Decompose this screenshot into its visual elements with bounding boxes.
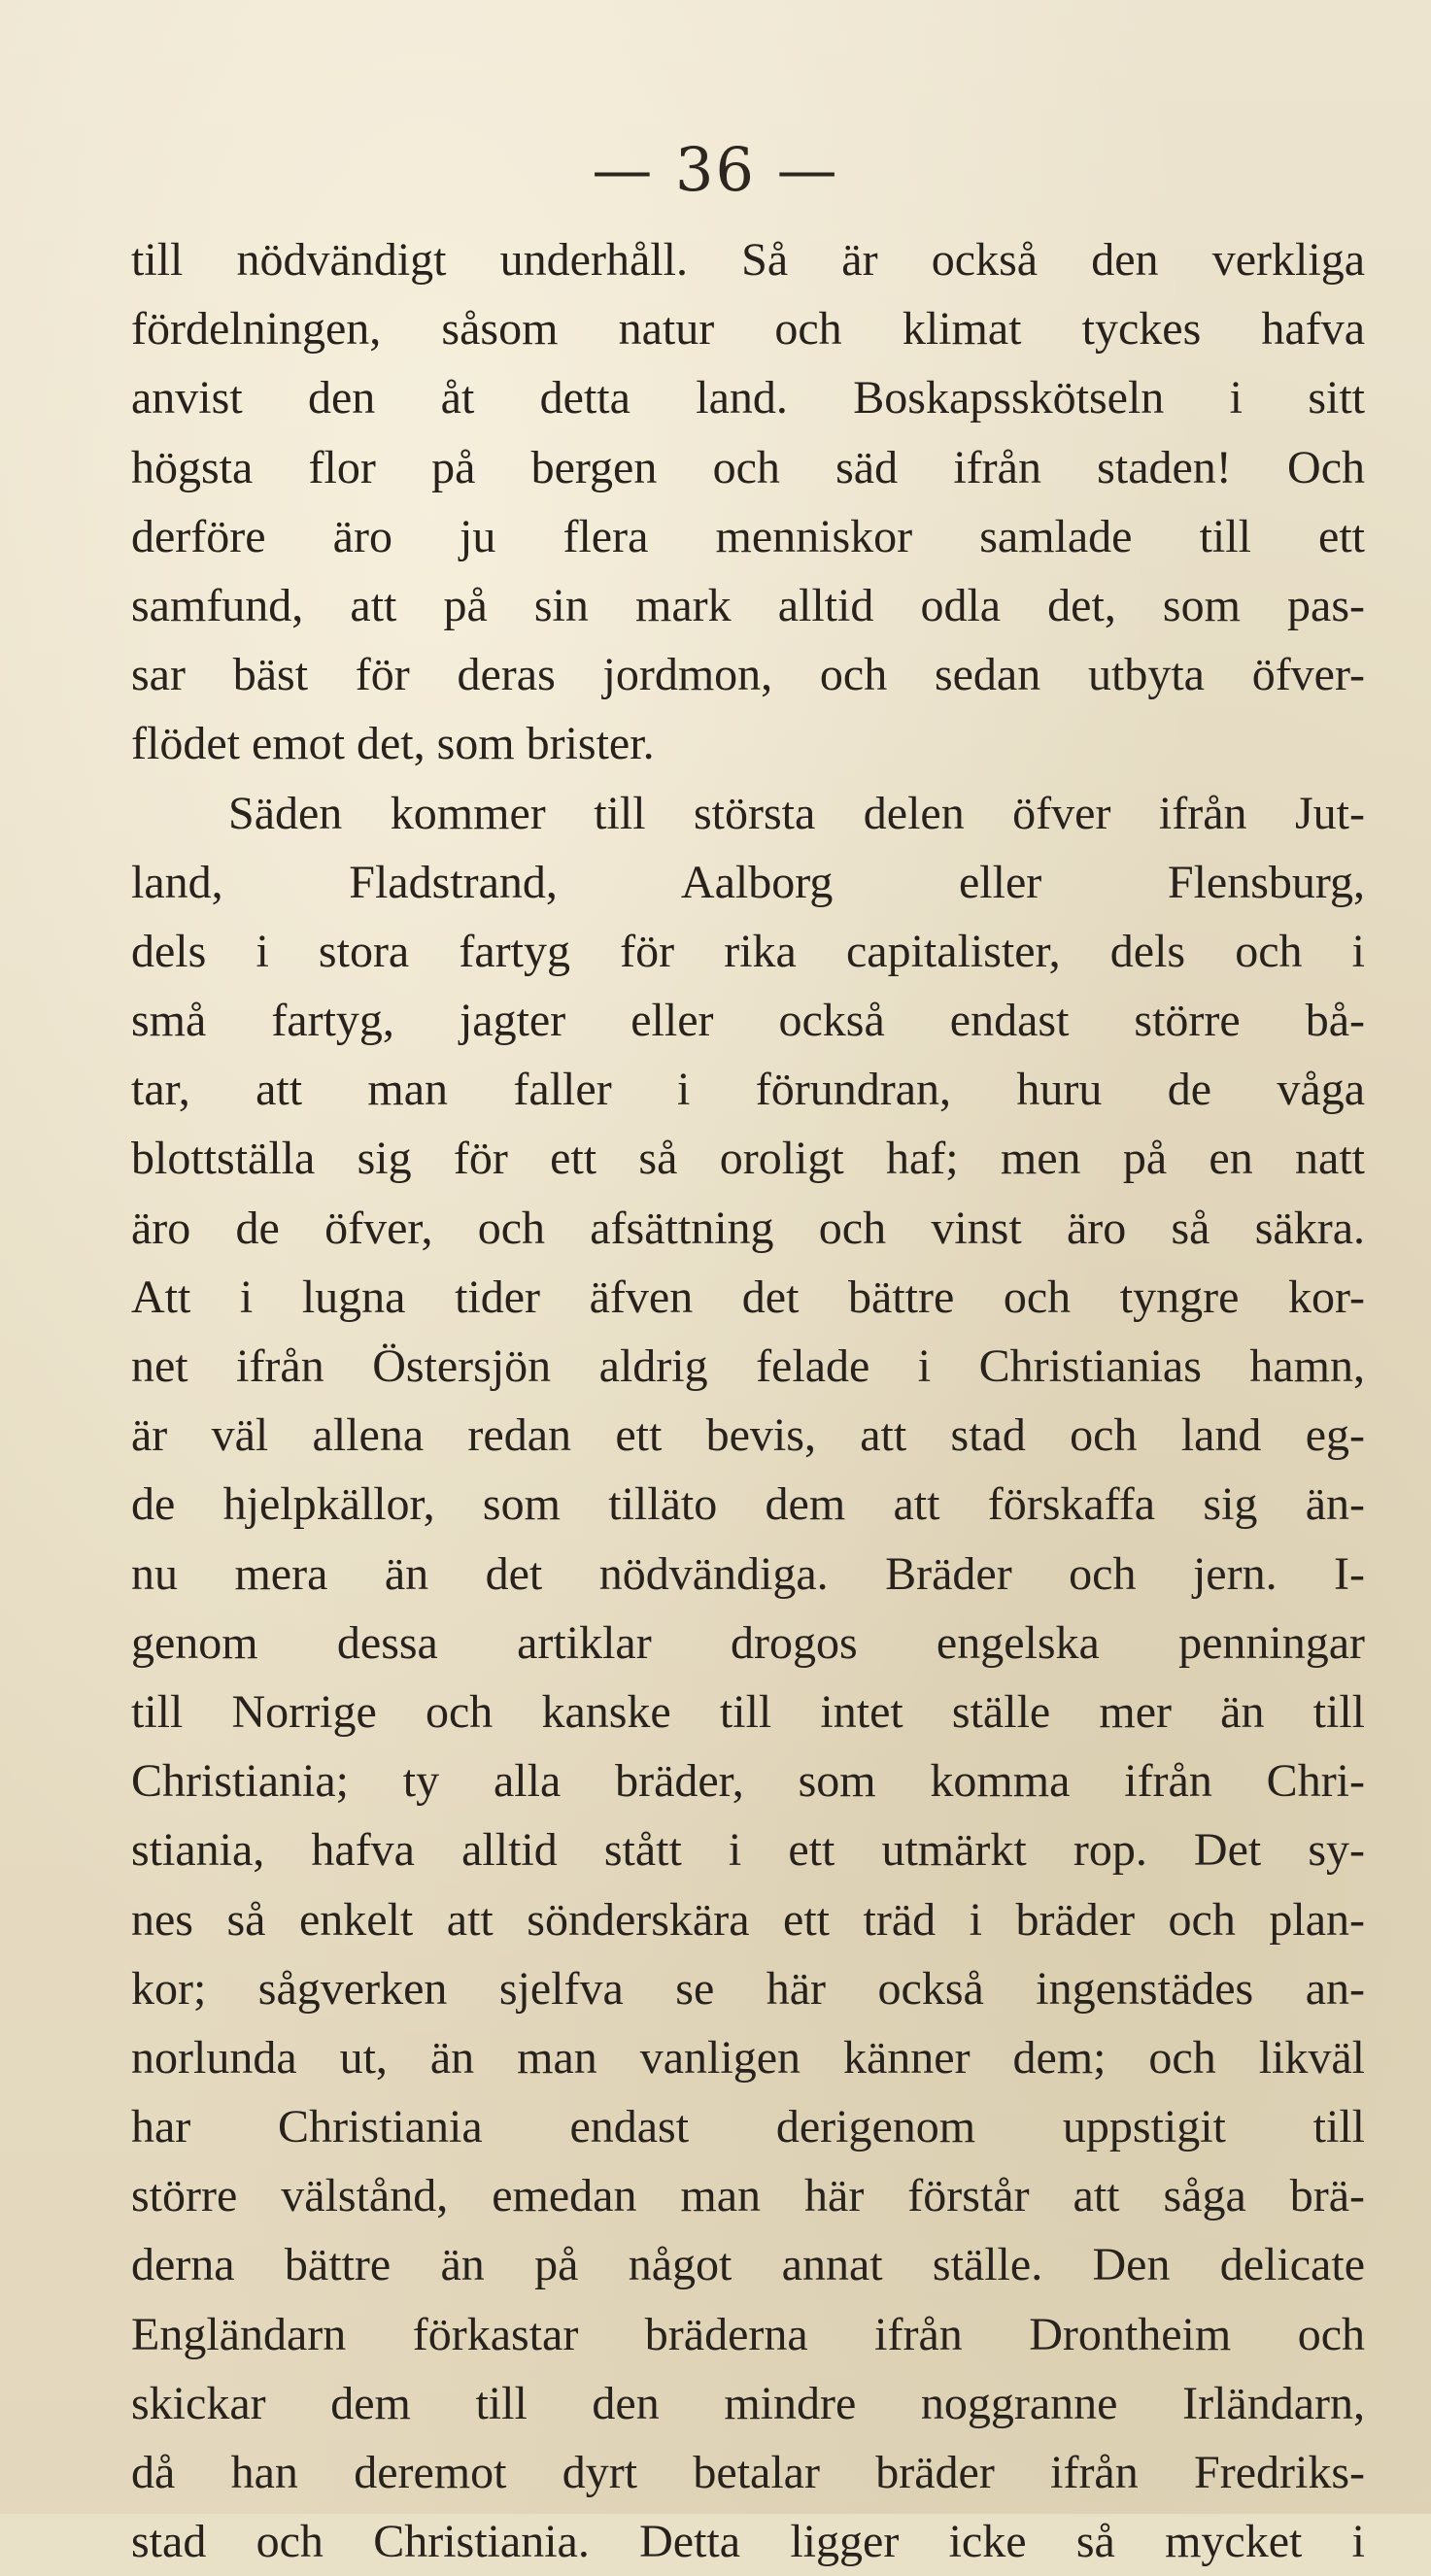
text-line: nu mera än det nödvändiga. Bräder och jern. I- (131, 1547, 1365, 1600)
text-line: dels i stora fartyg för rika capitalister, dels och i (131, 925, 1365, 977)
text-line: Säden kommer till största delen öfver ifrån Jut- (228, 787, 1365, 839)
text-line: derna bättre än på något annat ställe. Den delicate (131, 2239, 1365, 2291)
text-line: Engländarn förkastar bräderna ifrån Drontheim och (131, 2308, 1365, 2360)
text-line: Christiania; ty alla bräder, som komma ifrån Chri- (131, 1755, 1365, 1808)
text-line: har Christiania endast derigenom uppstigit till (131, 2101, 1365, 2153)
text-line: till Norrige och kanske till intet ställe mer än till (131, 1685, 1365, 1738)
text-line: norlunda ut, än man vanligen känner dem; och likväl (131, 2031, 1365, 2084)
text-line: kor; sågverken sjelfva se här också ingenstädes an- (131, 1962, 1365, 2015)
text-line: genom dessa artiklar drogos engelska penningar (131, 1616, 1365, 1669)
text-line: till nödvändigt underhåll. Så är också den verkliga (131, 234, 1365, 286)
text-line: land, Fladstrand, Aalborg eller Flensburg, (131, 856, 1365, 908)
text-line: Att i lugna tider äfven det bättre och tyngre kor- (131, 1271, 1365, 1323)
text-line: blottställa sig för ett så oroligt haf; men på en natt (131, 1133, 1365, 1185)
text-line: samfund, att på sin mark alltid odla det, som pas- (131, 579, 1365, 631)
text-line: tar, att man faller i förundran, huru de våga (131, 1064, 1365, 1116)
text-line: sar bäst för deras jordmon, och sedan utbyta öfver- (131, 649, 1365, 701)
text-line: större välstånd, emedan man här förstår att såga brä- (131, 2170, 1365, 2222)
text-line: då han deremot dyrt betalar bräder ifrån Fredriks- (131, 2447, 1365, 2498)
text-line: små fartyg, jagter eller också endast större bå- (131, 995, 1365, 1047)
text-line: är väl allena redan ett bevis, att stad och land eg- (131, 1409, 1365, 1462)
body-text (131, 225, 1365, 2576)
text-line: stiania, hafva alltid stått i ett utmärkt rop. Det sy- (131, 1824, 1365, 1877)
text-line: äro de öfver, och afsättning och vinst äro så säkra. (131, 1202, 1365, 1254)
page-number: — 36 — (592, 134, 839, 205)
text-line: fördelningen, såsom natur och klimat tyckes hafva (131, 303, 1365, 356)
text-line: skickar dem till den mindre noggranne Irländarn, (131, 2377, 1365, 2429)
text-line: stad och Christiania. Detta ligger icke så mycket i (131, 2516, 1365, 2568)
text-line: net ifrån Östersjön aldrig felade i Christianias hamn, (131, 1340, 1365, 1392)
text-line: de hjelpkällor, som tilläto dem att förskaffa sig än- (131, 1478, 1365, 1531)
text-line: derföre äro ju flera menniskor samlade till ett (131, 510, 1365, 562)
text-line: flödet emot det, som brister. (131, 718, 655, 770)
text-line: nes så enkelt att sönderskära ett träd i bräder och plan- (131, 1893, 1365, 1946)
text-line: högsta flor på bergen och säd ifrån staden! Och (131, 441, 1365, 493)
text-line: anvist den åt detta land. Boskapsskötseln i sitt (131, 372, 1365, 424)
